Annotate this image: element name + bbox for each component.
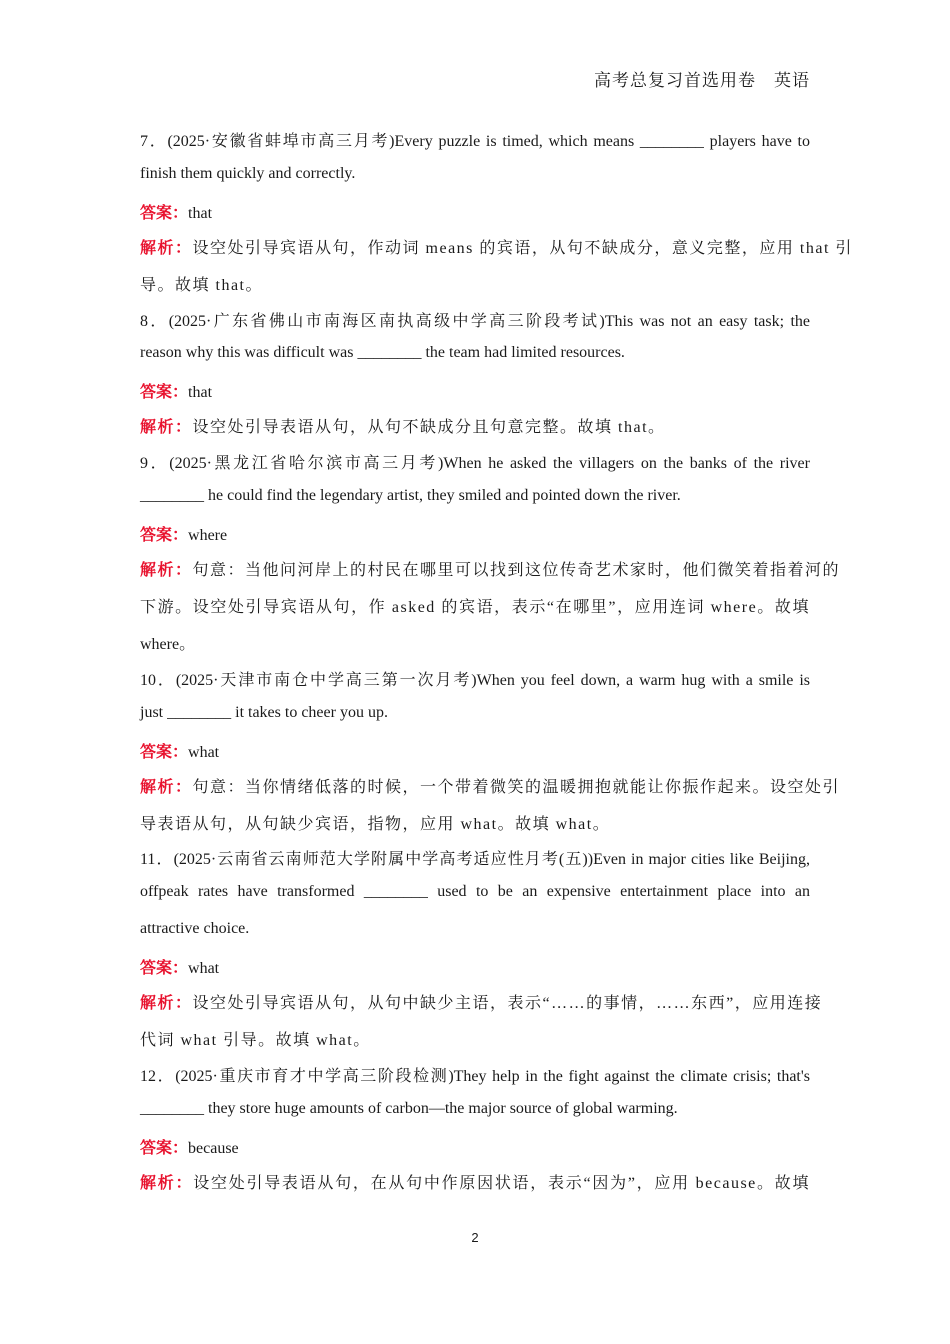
explanation-label: 解析： [140,562,193,579]
answer-label: 答案： [140,527,189,544]
explanation-text: 导表语从句，从句缺少宾语，指物，应用 what。故填 what。 [140,816,611,833]
answer-value: what [188,744,220,761]
answer [140,200,810,223]
question-text: ________ he could find the legendary artist, they smiled and pointed down the river. [140,487,681,504]
question-text: 7．(2025·安徽省蚌埠市高三月考)Every puzzle is timed, which means ________ players have to [140,133,810,150]
page-number: 2 [471,1230,479,1245]
explanation [140,990,823,1013]
question-text: 12．(2025·重庆市育才中学高三阶段检测)They help in the fight against the climate crisis; that's [140,1068,810,1085]
answer [140,379,810,402]
explanation-label: 解析： [140,779,193,796]
answer-value: because [188,1140,239,1157]
explanation-text: 设空处引导表语从句，从句不缺成分且句意完整。故填 that。 [192,419,666,436]
explanation-text: 设空处引导表语从句，在从句中作原因状语，表示“因为”，应用 because。故填 [193,1175,810,1192]
question-text: finish them quickly and correctly. [140,165,356,182]
explanation-label: 解析： [140,995,193,1012]
answer-value: that [188,384,213,401]
question-text: 10．(2025·天津市南仓中学高三第一次月考)When you feel down, a warm hug with a smile is [140,672,810,689]
explanation-label: 解析： [140,240,193,257]
question-text: offpeak rates have transformed ________ used to be an expensive entertainment place into an [140,883,810,900]
answer-label: 答案： [140,960,189,977]
explanation [140,414,810,437]
explanation-label: 解析： [140,419,193,436]
answer [140,955,810,978]
explanation [140,1170,810,1193]
answer [140,522,810,545]
explanation-text: where。 [140,636,196,653]
answer-label: 答案： [140,1140,189,1157]
question-text: just ________ it takes to cheer you up. [140,704,388,721]
question-text: reason why this was difficult was ________ the team had limited resources. [140,344,625,361]
answer-value: where [188,527,228,544]
explanation [140,774,841,797]
answer-value: what [188,960,220,977]
answer-value: that [188,205,213,222]
answer [140,739,810,762]
explanation [140,557,841,580]
explanation-text: 下游。设空处引导宾语从句，作 asked 的宾语，表示“在哪里”，应用连词 where。故填 [140,599,810,616]
explanation-label: 解析： [140,1175,194,1192]
explanation-text: 导。故填 that。 [140,277,263,294]
explanation-text: 句意：当你情绪低落的时候，一个带着微笑的温暖拥抱就能让你振作起来。设空处引 [192,779,841,796]
answer-label: 答案： [140,744,189,761]
explanation-text: 设空处引导宾语从句，作动词 means 的宾语，从句不缺成分，意义完整，应用 that 引 [192,240,853,257]
answer-label: 答案： [140,384,189,401]
question-text: ________ they store huge amounts of carbon—the major source of global warming. [140,1100,678,1117]
explanation-text: 句意：当他问河岸上的村民在哪里可以找到这位传奇艺术家时，他们微笑着指着河的 [192,562,841,579]
explanation [140,235,853,258]
question-text: 9．(2025·黑龙江省哈尔滨市高三月考)When he asked the villagers on the banks of the river [140,455,810,472]
question-text: attractive choice. [140,920,250,937]
answer-label: 答案： [140,205,189,222]
explanation-text: 代词 what 引导。故填 what。 [140,1032,371,1049]
explanation-text: 设空处引导宾语从句，从句中缺少主语，表示“……的事情，……东西”，应用连接 [192,995,823,1012]
question-text: 11．(2025·云南省云南师范大学附属中学高考适应性月考(五))Even in major cities like Beijing, [140,851,810,868]
answer [140,1135,810,1158]
question-text: 8．(2025·广东省佛山市南海区南执高级中学高三阶段考试)This was not an easy task; the [140,313,810,330]
page-header: 高考总复习首选用卷 英语 [594,71,810,90]
